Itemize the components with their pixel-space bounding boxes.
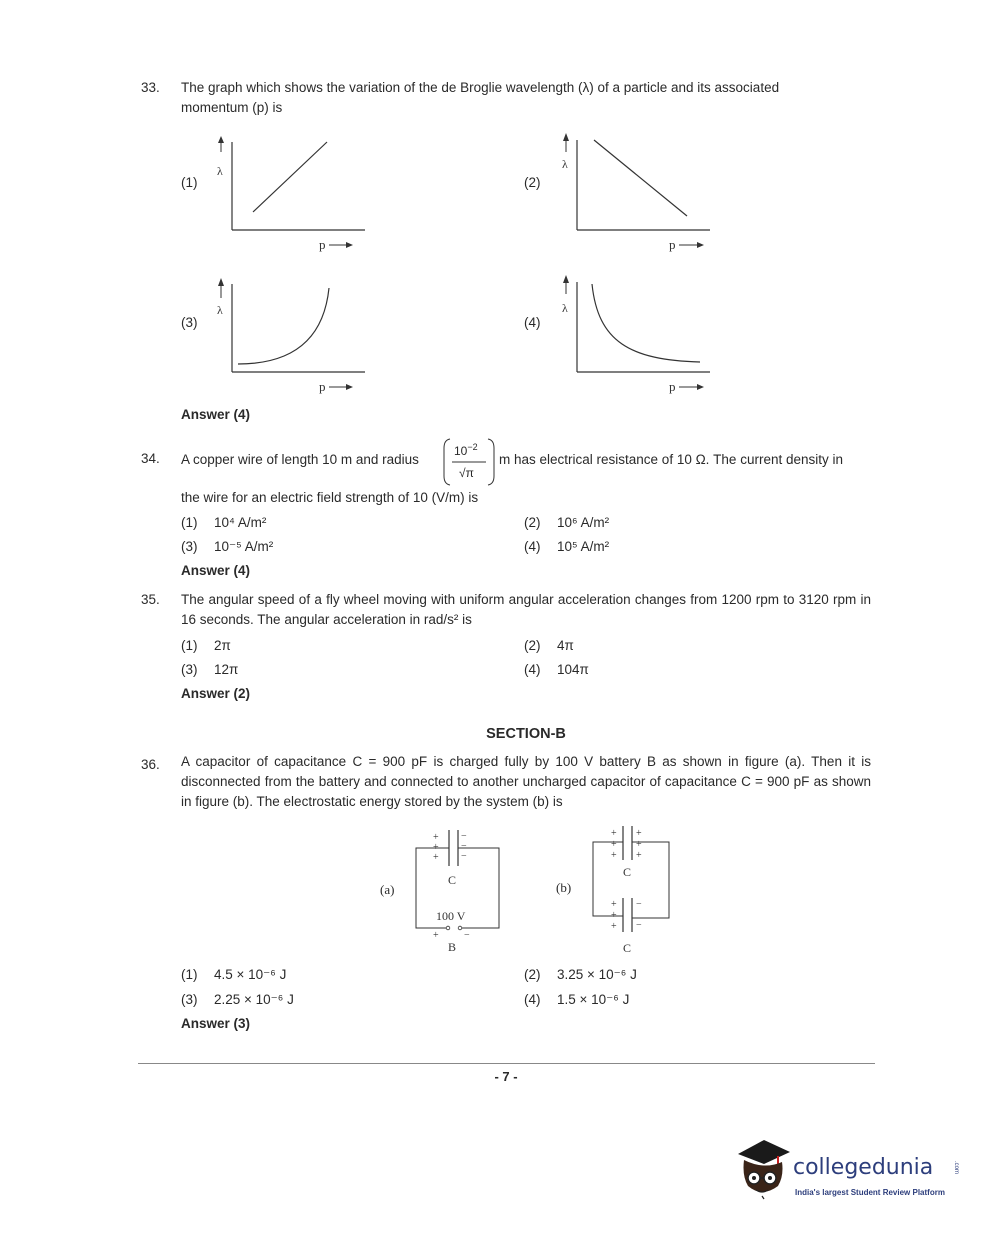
question-33-text	[181, 78, 871, 118]
graph-label: (2)	[524, 175, 541, 190]
question-35-text: The angular speed of a fly wheel moving with uniform angular acceleration changes from 1200 rpm to 3120 rpm in 16 seconds. The angular acceleration in rad/s² is	[181, 592, 871, 627]
svg-text:+: +	[636, 828, 642, 839]
question-34-text-end: m has electrical resistance of 10 Ω. The current density in	[499, 452, 843, 467]
option-label: (4)	[524, 662, 541, 677]
option-text: 3.25 × 10⁻⁶ J	[557, 967, 637, 982]
p-axis-label: p	[319, 379, 326, 394]
curve-decreasing-line	[594, 140, 687, 216]
svg-text:+: +	[611, 828, 617, 839]
svg-text:+: +	[433, 930, 439, 941]
graph-4	[550, 272, 715, 396]
option-text: 10⁶ A/m²	[557, 515, 610, 530]
lambda-axis-label: λ	[562, 301, 568, 315]
svg-text:+: +	[636, 839, 642, 850]
option-label: (3)	[181, 539, 198, 554]
p-axis-label: p	[319, 237, 326, 252]
p-axis-label: p	[669, 379, 676, 394]
svg-text:+: +	[433, 832, 439, 843]
option-label: (4)	[524, 992, 541, 1007]
option-label: (1)	[181, 967, 198, 982]
svg-text:+: +	[433, 852, 439, 863]
question-34-text-line2: the wire for an electric field strength of 10 (V/m) is	[181, 490, 479, 505]
option	[524, 638, 574, 653]
svg-text:−: −	[461, 831, 467, 842]
curve-increasing-line	[253, 142, 327, 212]
svg-text:−: −	[464, 930, 470, 941]
svg-text:+: +	[611, 921, 617, 932]
option	[181, 967, 286, 983]
option	[181, 515, 266, 530]
question-number: 33.	[141, 80, 160, 95]
option-text: 104π	[557, 662, 589, 677]
fraction-exponent: −2	[467, 442, 478, 452]
svg-text:−: −	[461, 841, 467, 852]
option-label: (1)	[181, 638, 198, 653]
fraction-numerator	[454, 442, 478, 458]
question-number: 35.	[141, 592, 160, 607]
brand-name: collegedunia	[793, 1155, 934, 1180]
figure-a-label: (a)	[380, 882, 395, 897]
option-label: (2)	[524, 638, 541, 653]
answer: Answer (2)	[181, 686, 251, 701]
capacitor-label: C	[448, 873, 457, 887]
footer-divider	[138, 1063, 875, 1064]
brand-tagline: India's largest Student Review Platform	[795, 1188, 945, 1197]
option-text: 10⁻⁵ A/m²	[214, 539, 274, 554]
option-label: (2)	[524, 515, 541, 530]
question-text-line: momentum (p) is	[181, 100, 283, 115]
fraction-base: 10	[454, 444, 468, 458]
option	[181, 662, 238, 677]
svg-text:+: +	[636, 850, 642, 861]
circuit-figure-b	[585, 820, 685, 960]
curve-hyperbola	[592, 284, 700, 362]
option-text: 10⁴ A/m²	[214, 515, 267, 530]
lambda-axis-label: λ	[217, 164, 223, 178]
graph-1	[205, 132, 370, 254]
battery-voltage-label: 100 V	[436, 909, 466, 923]
graph-label: (3)	[181, 315, 198, 330]
capacitor-label: C	[623, 941, 632, 955]
brand-suffix: .com	[953, 1161, 959, 1175]
option-text: 10⁵ A/m²	[557, 539, 610, 554]
page-number: - 7 -	[494, 1069, 518, 1084]
svg-text:+: +	[611, 839, 617, 850]
option	[181, 992, 294, 1008]
svg-text:+: +	[611, 850, 617, 861]
svg-text:−: −	[636, 920, 642, 931]
graph-2	[550, 130, 715, 254]
svg-text:+: +	[433, 842, 439, 853]
option-text: 12π	[214, 662, 239, 677]
option-label: (4)	[524, 539, 541, 554]
option	[524, 539, 609, 554]
curve-increasing-curve	[238, 288, 329, 364]
option	[524, 515, 609, 530]
option-text: 1.5 × 10⁻⁶ J	[557, 992, 630, 1007]
option-text: 4π	[557, 638, 574, 653]
option	[524, 992, 629, 1008]
answer: Answer (4)	[181, 563, 251, 578]
option-text: 4.5 × 10⁻⁶ J	[214, 967, 287, 982]
capacitor-label: C	[623, 865, 632, 879]
fraction-denominator: √π	[459, 466, 474, 480]
figure-b-label: (b)	[556, 880, 572, 895]
lambda-axis-label: λ	[562, 157, 568, 171]
lambda-axis-label: λ	[217, 303, 223, 317]
option-text: 2.25 × 10⁻⁶ J	[214, 992, 294, 1007]
brand-mascot-icon	[734, 1136, 792, 1200]
option	[181, 638, 231, 653]
option	[181, 539, 273, 555]
answer: Answer (3)	[181, 1016, 251, 1031]
question-34-text-start: A copper wire of length 10 m and radius	[181, 452, 419, 467]
graph-label: (1)	[181, 175, 198, 190]
option-text: 2π	[214, 638, 231, 653]
svg-text:+: +	[611, 910, 617, 921]
option-label: (3)	[181, 662, 198, 677]
question-text-line: The graph which shows the variation of the de Broglie wavelength (λ) of a particle and its associated	[181, 80, 780, 95]
option	[524, 662, 589, 677]
graph-3	[205, 274, 370, 396]
svg-text:−: −	[461, 851, 467, 862]
section-title: SECTION-B	[486, 726, 566, 742]
circuit-figure-a	[408, 826, 508, 956]
battery-label: B	[448, 940, 457, 954]
question-36-text: A capacitor of capacitance C = 900 pF is charged fully by 100 V battery B as shown in figure (a). Then it is disconnected from the battery and connected to another uncharged capacitor of capacitance C = 900 pF as shown in figure (b). The electrostatic energy stored by the system (b) is	[181, 754, 871, 809]
option-label: (3)	[181, 992, 198, 1007]
graph-label: (4)	[524, 315, 541, 330]
option-label: (1)	[181, 515, 198, 530]
svg-text:−: −	[636, 899, 642, 910]
svg-text:+: +	[611, 899, 617, 910]
option	[524, 967, 637, 983]
p-axis-label: p	[669, 237, 676, 252]
question-number: 34.	[141, 451, 160, 466]
question-number: 36.	[141, 757, 160, 772]
answer: Answer (4)	[181, 407, 251, 422]
option-label: (2)	[524, 967, 541, 982]
